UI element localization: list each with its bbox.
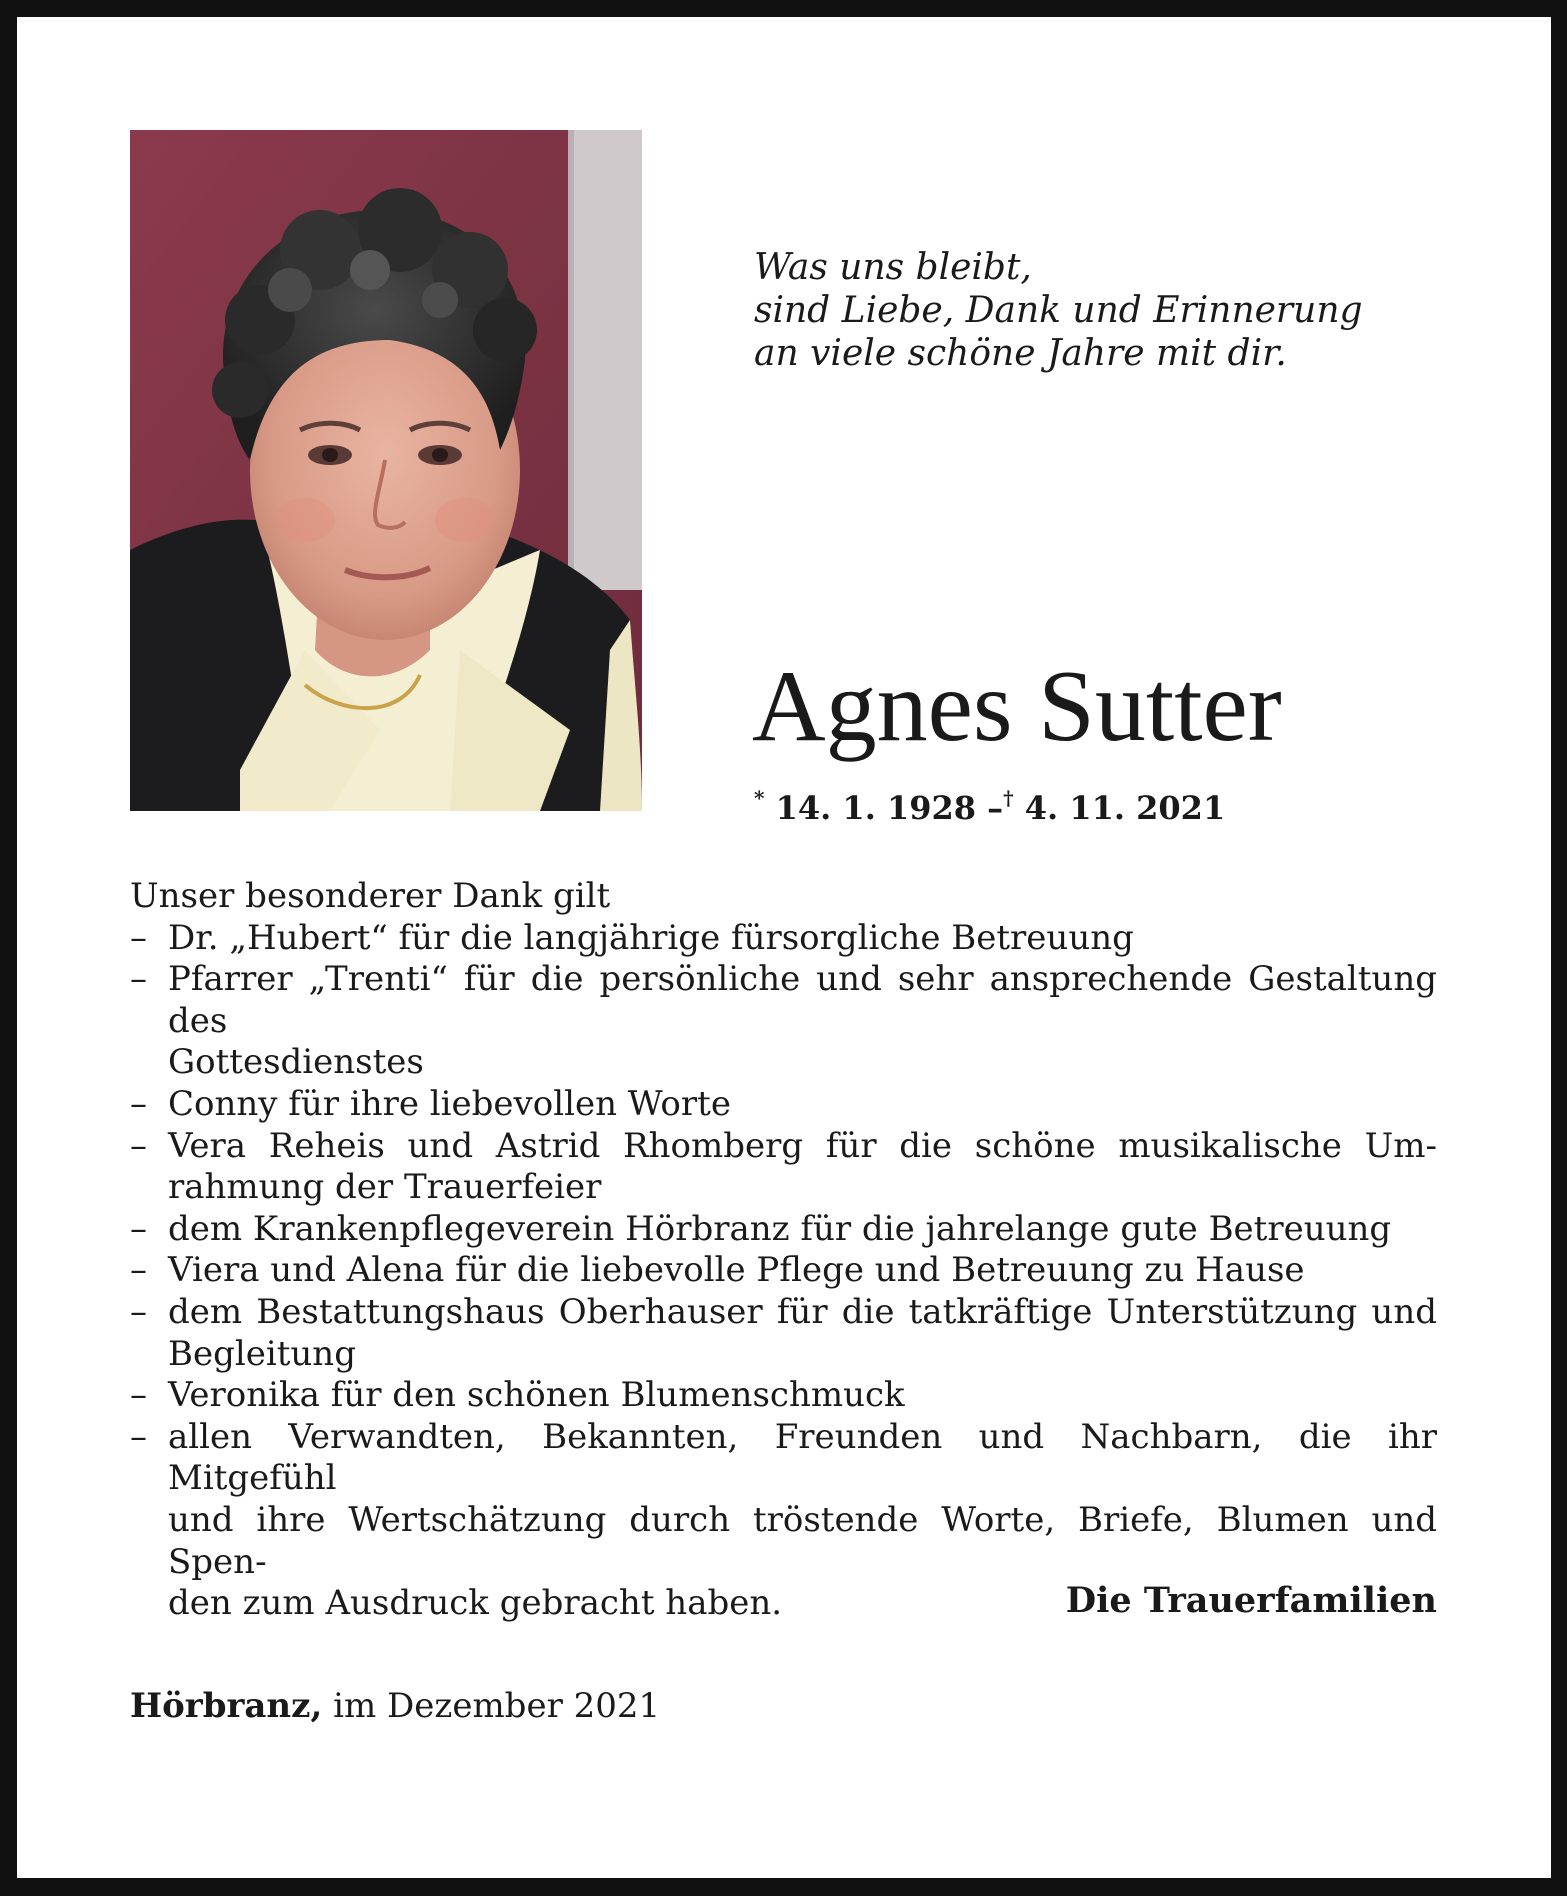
thanks-dash: –	[130, 1375, 147, 1416]
thanks-item-line: dem Krankenpflegeverein Hörbranz für die jahrelange gute Betreuung	[168, 1208, 1392, 1249]
thanks-intro: Unser besonderer Dank gilt	[130, 876, 611, 916]
thanks-dash: –	[130, 917, 147, 958]
thanks-dash: –	[130, 1125, 147, 1166]
thanks-item-line: Veronika für den schönen Blumenschmuck	[168, 1375, 905, 1416]
thanks-item-line: Vera Reheis und Astrid Rhomberg für die schöne musikalische Um-	[168, 1125, 1437, 1166]
thanks-item	[130, 1126, 1437, 1209]
thanks-dash: –	[130, 1208, 147, 1249]
thanks-item-line: Viera und Alena für die liebevolle Pflege und Betreuung zu Hause	[168, 1250, 1305, 1291]
thanks-item	[130, 1250, 1437, 1292]
place-and-date	[130, 1683, 660, 1729]
thanks-item-line: Begleitung	[168, 1333, 356, 1374]
thanks-item	[130, 918, 1437, 960]
thanks-item	[130, 1375, 1437, 1417]
thanks-dash: –	[130, 1291, 147, 1332]
memorial-quote	[754, 246, 1454, 375]
signature: Die Trauerfamilien	[1065, 1580, 1437, 1621]
life-dates	[754, 776, 1225, 830]
thanks-dash: –	[130, 1083, 147, 1124]
quote-line: an viele schöne Jahre mit dir.	[754, 333, 1287, 374]
death-date: 4. 11. 2021	[1024, 789, 1226, 827]
death-symbol: †	[1003, 786, 1014, 810]
thanks-item	[130, 1292, 1437, 1375]
thanks-item-line: Dr. „Hubert“ für die langjährige fürsorgliche Betreuung	[168, 917, 1134, 958]
date-text: im Dezember 2021	[333, 1686, 661, 1726]
thanks-dash: –	[130, 1416, 147, 1457]
thanks-dash: –	[130, 1250, 147, 1291]
deceased-name: Agnes Sutter	[752, 650, 1282, 763]
thanks-item	[130, 1209, 1437, 1251]
thanks-item-line: dem Bestattungshaus Oberhauser für die tatkräftige Unterstützung und	[168, 1291, 1437, 1332]
thanks-item-line: rahmung der Trauerfeier	[168, 1167, 602, 1208]
portrait-photo	[130, 130, 642, 811]
birth-date: 14. 1. 1928	[775, 789, 977, 827]
thanks-item	[130, 959, 1437, 1084]
thanks-item-line: Conny für ihre liebevollen Worte	[168, 1083, 731, 1124]
thanks-item	[130, 1084, 1437, 1126]
thanks-dash: –	[130, 959, 147, 1000]
thanks-section	[130, 876, 1437, 1625]
date-separator: –	[987, 789, 1004, 827]
thanks-item-line: und ihre Wertschätzung durch tröstende Worte, Briefe, Blumen und Spen-	[168, 1499, 1437, 1582]
town-name: Hörbranz,	[130, 1686, 323, 1726]
thanks-item-line: allen Verwandten, Bekannten, Freunden und Nachbarn, die ihr Mitgefühl	[168, 1416, 1437, 1499]
birth-symbol: *	[754, 786, 765, 810]
thanks-list	[130, 918, 1437, 1625]
quote-line: Was uns bleibt,	[754, 247, 1032, 288]
thanks-item-line: den zum Ausdruck gebracht haben.	[168, 1583, 783, 1624]
thanks-item-line: Pfarrer „Trenti“ für die persönliche und sehr ansprechende Gestaltung des	[168, 959, 1437, 1041]
quote-line: sind Liebe, Dank und Erinnerung	[754, 290, 1363, 331]
thanks-item-line: Gottesdienstes	[168, 1042, 424, 1083]
